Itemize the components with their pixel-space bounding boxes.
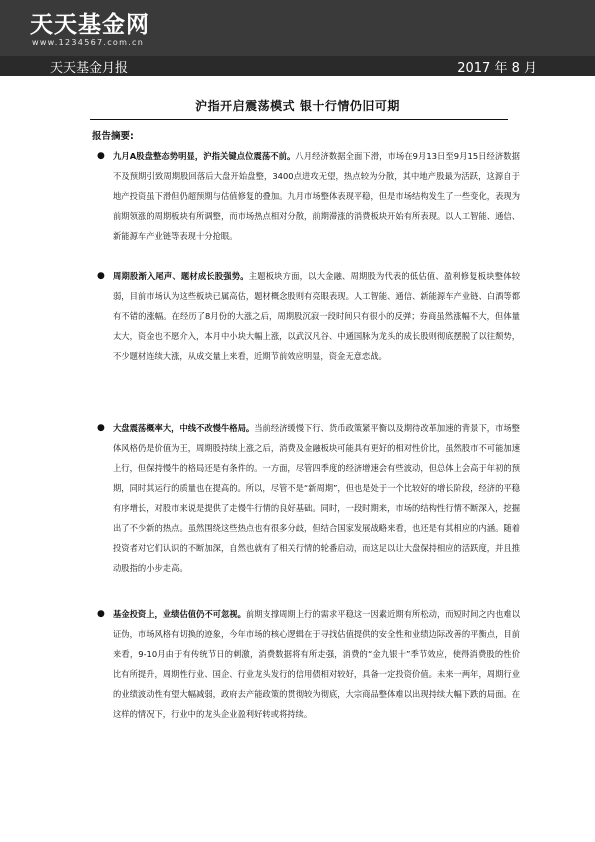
summary-label: 报告摘要: [92, 131, 134, 142]
title-divider [90, 119, 508, 120]
bullet-icon: ● [97, 609, 105, 619]
site-url[interactable]: www.1234567.com.cn [32, 38, 145, 47]
summary-item-body: 前期支撑周期上行的需求平稳这一因素近期有所松动，而短时间之内也难以证伪，市场风格有切换的迹象，今年市场的核心逻辑在于寻找估值提供的安全性和业绩边际改善的平衡点，目前来看，9-10月由于有传统节日的刺激，消费数据将有所走强，消费的“金九银十”季节效应，使得消费股的性价比有所提升，周期性行业、国企、行业龙头发行的信用债相对较好，具备一定投资价值。未来一两年，周期行业的业绩波动性有望大幅减弱，政府去产能政策的贯彻较为彻底，大宗商品整体难以出现持续大幅下跌的局面。在这样的情况下，行业中的龙头企业盈利好转或将持续。 [113, 609, 520, 719]
bullet-icon: ● [97, 271, 105, 281]
summary-item-1 [97, 146, 520, 246]
site-logo[interactable]: 天天基金网 [30, 11, 150, 38]
document-title: 沪指开启震荡模式 银十行情仍旧可期 [195, 99, 400, 113]
summary-item-heading: 基金投资上，业绩估值仍不可忽视。 [113, 609, 246, 619]
summary-item-4 [97, 604, 520, 724]
summary-item-body: 八月经济数据全面下滑，市场在9月13日至9月15日经济数据不及预期引致周期股回落后大盘开始盘整，3400点进攻无望，热点较为分散，其中地产股最为活跃，这源自于地产投资虽下滑但仍超预期与估值修复的叠加。九月市场整体表现平稳，但是市场结构发生了一些变化，表现为前期领涨的周期板块有所调整，而市场热点相对分散，前期滞涨的消费板块开始有所表现。以人工智能、通信、新能源车产业链等表现十分抢眼。 [113, 151, 520, 241]
summary-item-heading: 周期股渐入尾声、题材成长股强势。 [113, 271, 249, 281]
report-header [0, 0, 595, 76]
report-date: 2017 年 8 月 [457, 61, 537, 76]
logo-band [0, 0, 595, 56]
summary-item-heading: 九月A股盘整态势明显，沪指关键点位震荡不前。 [113, 151, 296, 161]
summary-item-body: 当前经济缓慢下行、货币政策紧平衡以及期待改革加速的背景下，市场整体风格仍是价值为王，周期股持续上涨之后，消费及金融板块可能具有更好的相对性价比，虽然股市不可能加速上行，但保持慢牛的格局还是有条件的。一方面，尽管四季度的经济增速会有些波动，但总体上会高于年初的预期，同时其运行的质量也在提高的。所以，尽管不是“新周期”，但也是处于一个比较好的增长阶段，经济的平稳有序增长，对股市来说是提供了走慢牛行情的良好基础。同时，一段时期来，市场的结构性行情不断深入，挖掘出了不少新的热点。虽然围绕这些热点也有很多分歧，但结合国家发展战略来看，也还是有其相应的内涵。随着投资者对它们认识的不断加深，自然也就有了相关行情的轮番启动，而这足以让大盘保持相应的活跃度，并且推动股指的小步走高。 [113, 423, 520, 573]
summary-item-3 [97, 418, 520, 578]
summary-item-heading: 大盘震荡概率大，中线不改慢牛格局。 [113, 423, 255, 433]
bullet-icon: ● [97, 151, 105, 161]
summary-item-2 [97, 266, 520, 366]
bullet-icon: ● [97, 423, 105, 433]
summary-item-body: 主题板块方面，以大金融、周期股为代表的低估值、盈利修复板块整体较弱，目前市场认为这些板块已属高估，题材概念股则有亮眼表现。人工智能、通信、新能源车产业链、白酒等都有不错的涨幅。在经历了8月份的大涨之后，周期股沉寂一段时间只有很小的反弹；券商虽然涨幅不大，但体量太大，资金也不愿介入，本月中小块大幅上涨，以武汉凡谷、中通国脉为龙头的成长股则彻底摆脱了以往颓势，不少题材连续大涨，从成交量上来看，近期节前效应明显，资金无意恋战。 [113, 271, 520, 361]
report-title-band [0, 56, 595, 76]
report-name: 天天基金月报 [50, 61, 129, 76]
